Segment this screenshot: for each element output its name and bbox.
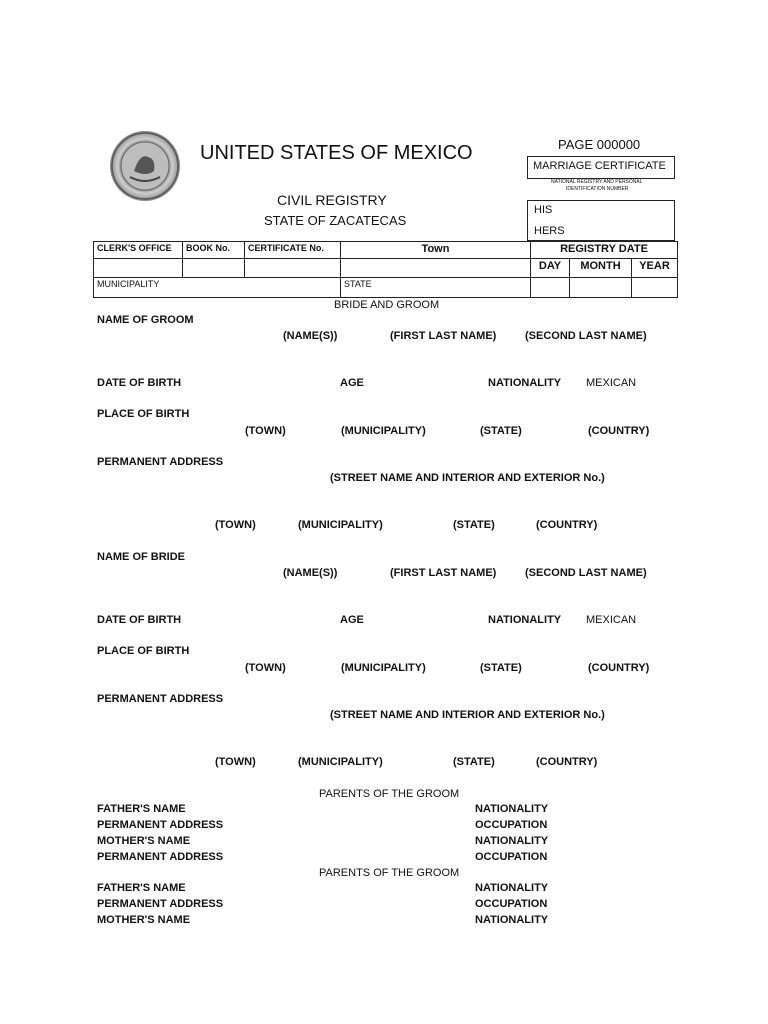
national-seal-icon: [110, 131, 180, 201]
groom-nationality: NATIONALITY: [488, 377, 562, 389]
groom-address: PERMANENT ADDRESS: [97, 456, 224, 468]
bride-nationality: NATIONALITY: [488, 614, 562, 626]
bride-nationality-value: MEXICAN: [586, 614, 637, 626]
certificate-type-box: [527, 156, 675, 179]
groom-names: (NAME(S)): [283, 330, 338, 342]
nationality-2a: NATIONALITY: [475, 882, 549, 894]
groom-first-last: (FIRST LAST NAME): [390, 330, 497, 342]
groom-age: AGE: [340, 377, 364, 389]
bride-dob: DATE OF BIRTH: [97, 614, 182, 626]
groom-birth-municipality: (MUNICIPALITY): [341, 425, 426, 437]
bride-birth-state: (STATE): [480, 662, 522, 674]
municipality-cell: MUNICIPALITY: [93, 277, 341, 298]
bride-addr-state: (STATE): [453, 756, 495, 768]
month-value: [569, 277, 632, 298]
groom-addr-town: (TOWN): [215, 519, 256, 531]
nationality-1a: NATIONALITY: [475, 803, 549, 815]
clerks-office-cell: CLERK'S OFFICE: [93, 241, 183, 259]
page-number: PAGE 000000: [558, 137, 641, 152]
state-title: STATE OF ZACATECAS: [264, 213, 407, 228]
his-label: HIS: [534, 204, 553, 216]
identification-number-label: IDENTIFICATION NUMBER: [566, 186, 629, 192]
bride-birth-town: (TOWN): [245, 662, 286, 674]
section-title: BRIDE AND GROOM: [334, 299, 440, 311]
year-value: [631, 277, 678, 298]
bride-age: AGE: [340, 614, 364, 626]
father-name-1: FATHER'S NAME: [97, 803, 186, 815]
his-hers-box: [527, 200, 675, 241]
bride-birth-municipality: (MUNICIPALITY): [341, 662, 426, 674]
registry-date-cell: REGISTRY DATE: [530, 241, 678, 259]
certificate-no-cell: CERTIFICATE No.: [244, 241, 341, 259]
bride-addr-country: (COUNTRY): [536, 756, 598, 768]
day-header: DAY: [530, 258, 570, 278]
certificate-type: MARRIAGE CERTIFICATE: [533, 160, 666, 172]
civil-registry-title: CIVIL REGISTRY: [277, 192, 387, 208]
father-name-2: FATHER'S NAME: [97, 882, 186, 894]
town-value: [340, 258, 531, 278]
clerks-office-value: [93, 258, 183, 278]
nationality-2b: NATIONALITY: [475, 914, 549, 926]
bride-names: (NAME(S)): [283, 567, 338, 579]
month-header: MONTH: [569, 258, 632, 278]
nationality-1b: NATIONALITY: [475, 835, 549, 847]
bride-name-label: NAME OF BRIDE: [97, 551, 185, 563]
town-cell: Town: [340, 241, 531, 259]
groom-addr-municipality: (MUNICIPALITY): [298, 519, 383, 531]
parents-title-1: PARENTS OF THE GROOM: [319, 788, 460, 800]
bride-first-last: (FIRST LAST NAME): [390, 567, 497, 579]
bride-address: PERMANENT ADDRESS: [97, 693, 224, 705]
groom-street: (STREET NAME AND INTERIOR AND EXTERIOR No.): [330, 472, 605, 484]
hers-label: HERS: [534, 225, 565, 237]
groom-birth-town: (TOWN): [245, 425, 286, 437]
occupation-1a: OCCUPATION: [475, 819, 548, 831]
state-cell: STATE: [340, 277, 531, 298]
groom-addr-country: (COUNTRY): [536, 519, 598, 531]
bride-birth-country: (COUNTRY): [588, 662, 650, 674]
groom-dob: DATE OF BIRTH: [97, 377, 182, 389]
groom-birth-country: (COUNTRY): [588, 425, 650, 437]
bride-addr-town: (TOWN): [215, 756, 256, 768]
certificate-no-value: [244, 258, 341, 278]
mother-name-1: MOTHER'S NAME: [97, 835, 191, 847]
occupation-2a: OCCUPATION: [475, 898, 548, 910]
occupation-1b: OCCUPATION: [475, 851, 548, 863]
bride-place-of-birth: PLACE OF BIRTH: [97, 645, 190, 657]
bride-street: (STREET NAME AND INTERIOR AND EXTERIOR No.): [330, 709, 605, 721]
groom-second-last: (SECOND LAST NAME): [525, 330, 647, 342]
national-registry-label: NATIONAL REGISTRY AND PERSONAL: [551, 179, 643, 185]
mother-name-2: MOTHER'S NAME: [97, 914, 191, 926]
book-no-value: [182, 258, 245, 278]
permanent-address-1a: PERMANENT ADDRESS: [97, 819, 224, 831]
book-no-cell: BOOK No.: [182, 241, 245, 259]
bride-addr-municipality: (MUNICIPALITY): [298, 756, 383, 768]
parents-title-2: PARENTS OF THE GROOM: [319, 867, 460, 879]
year-header: YEAR: [631, 258, 678, 278]
permanent-address-2a: PERMANENT ADDRESS: [97, 898, 224, 910]
groom-place-of-birth: PLACE OF BIRTH: [97, 408, 190, 420]
groom-birth-state: (STATE): [480, 425, 522, 437]
permanent-address-1b: PERMANENT ADDRESS: [97, 851, 224, 863]
groom-addr-state: (STATE): [453, 519, 495, 531]
groom-name-label: NAME OF GROOM: [97, 314, 194, 326]
bride-second-last: (SECOND LAST NAME): [525, 567, 647, 579]
day-value: [530, 277, 570, 298]
country-title: UNITED STATES OF MEXICO: [200, 142, 473, 164]
groom-nationality-value: MEXICAN: [586, 377, 637, 389]
